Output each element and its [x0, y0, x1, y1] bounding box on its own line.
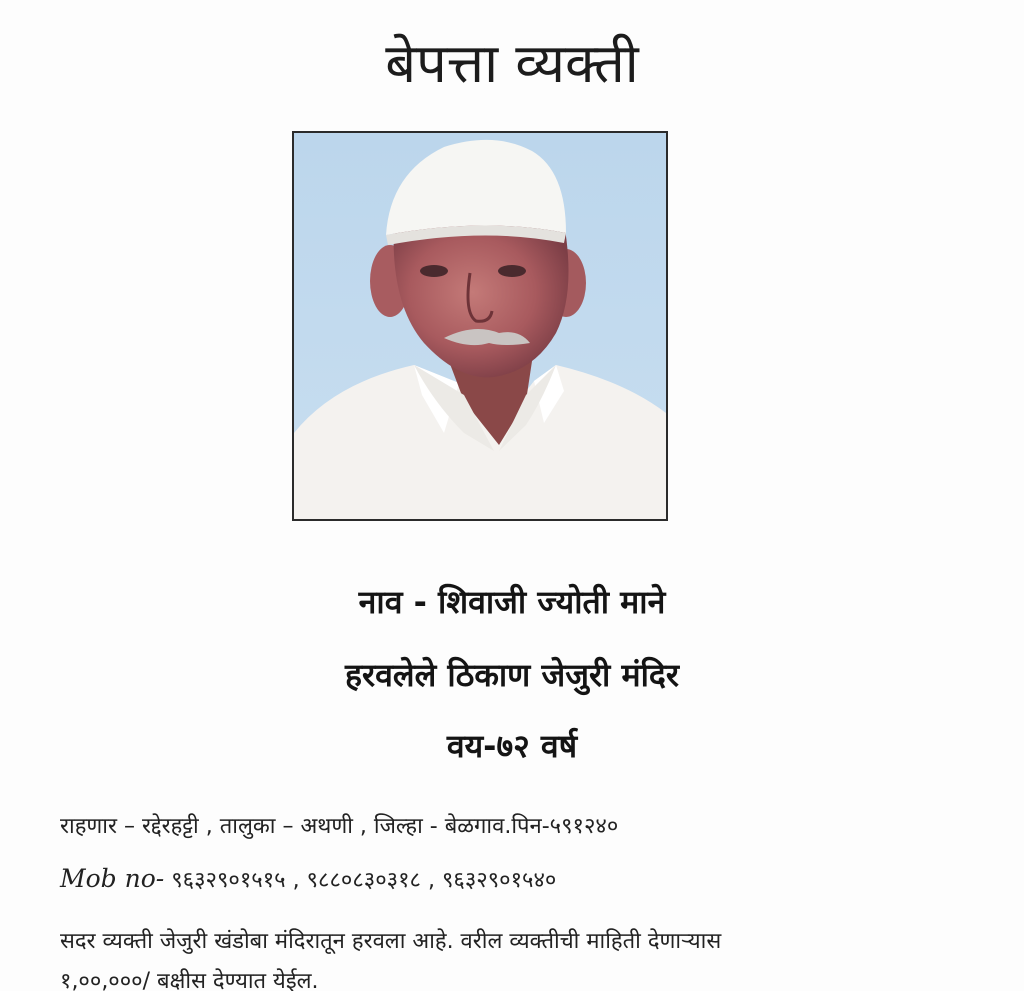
mobile-label: Mob no-	[60, 864, 165, 893]
lost-place: हरवलेले ठिकाण जेजुरी मंदिर	[345, 656, 679, 694]
mobile-line	[60, 864, 556, 894]
mobile-numbers: ९६३२९०१५१५ , ९८८०८३०३१८ , ९६३२९०१५४०	[171, 868, 557, 893]
note-line-2: १,००,०००/ बक्षीस देण्यात येईल.	[60, 969, 319, 991]
person-name: नाव - शिवाजी ज्योती माने	[358, 583, 666, 621]
person-age: वय-७२ वर्ष	[446, 727, 578, 765]
person-portrait-image	[294, 133, 666, 519]
person-photo	[292, 131, 668, 521]
address-line: राहणार – रद्देरहट्टी , तालुका – अथणी , जिल्हा - बेळगाव.पिन-५९१२४०	[60, 814, 619, 839]
notice-title: बेपत्ता व्यक्ती	[385, 32, 639, 95]
note-line-1: सदर व्यक्ती जेजुरी खंडोबा मंदिरातून हरवला आहे. वरील व्यक्तीची माहिती देणाऱ्यास	[60, 929, 722, 954]
